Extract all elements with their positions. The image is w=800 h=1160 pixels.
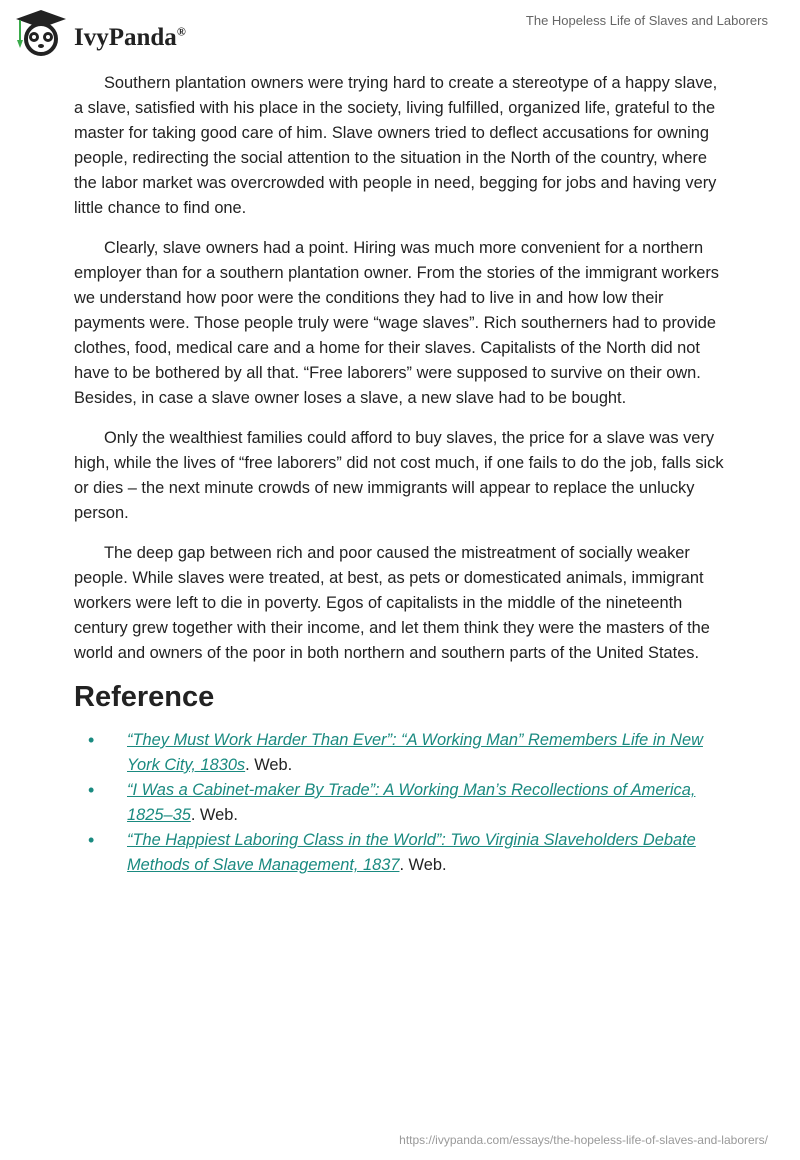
paragraph: Clearly, slave owners had a point. Hiring was much more convenient for a northern employer than for a southern plantation owner. From the stories of the immigrant workers we understand how poor were the conditions they had to live in and how low their payments were. Those people truly were “wage slaves”. Rich southerners had to provide clothes, food, medical care and a home for their slaves. Capitalists of the North did not have to be bothered by all that. “Free laborers” were supposed to survive on their own. Besides, in case a slave owner loses a slave, a new slave had to be bought. bbox=[74, 239, 719, 407]
reference-link[interactable]: “I Was a Cabinet-maker By Trade”: A Working Man’s Recollections of America, 1825–35 bbox=[127, 781, 696, 824]
paragraph: The deep gap between rich and poor caused the mistreatment of socially weaker people. While slaves were treated, at best, as pets or domesticated animals, immigrant workers were left to die in poverty. Egos of capitalists in the middle of the nineteenth century grew together with their income, and let them think they were the masters of the world and owners of the poor in both northern and southern parts of the United States. bbox=[74, 544, 710, 662]
reference-link[interactable]: “The Happiest Laboring Class in the World”: Two Virginia Slaveholders Debate Methods of Slave Management, 1837 bbox=[127, 831, 696, 874]
footer-url[interactable]: https://ivypanda.com/essays/the-hopeless-life-of-slaves-and-laborers/ bbox=[399, 1133, 768, 1147]
reference-list bbox=[74, 728, 728, 878]
reference-link[interactable]: “They Must Work Harder Than Ever”: “A Working Man” Remembers Life in New York City, 1830s bbox=[127, 731, 703, 774]
reference-suffix: . Web. bbox=[399, 856, 447, 874]
paragraph: Only the wealthiest families could afford to buy slaves, the price for a slave was very high, while the lives of “free laborers” did not cost much, if one fails to do the job, falls sick or dies – the next minute crowds of new immigrants will appear to replace the unlucky person. bbox=[74, 429, 724, 522]
bullet-icon: • bbox=[88, 730, 95, 750]
reference-suffix: . Web. bbox=[190, 806, 238, 824]
bullet-icon: • bbox=[88, 780, 95, 800]
ivypanda-logo[interactable] bbox=[12, 8, 186, 61]
panda-logo-icon bbox=[12, 8, 70, 61]
reference-item bbox=[74, 778, 728, 828]
reference-suffix: . Web. bbox=[245, 756, 293, 774]
reference-item bbox=[74, 728, 728, 778]
logo-text: IvyPanda® bbox=[74, 23, 186, 51]
bullet-icon: • bbox=[88, 830, 95, 850]
paragraph: Southern plantation owners were trying hard to create a stereotype of a happy slave, a slave, satisfied with his place in the society, living fulfilled, organized life, grateful to the master for taking good care of him. Slave owners tried to deflect accusations for owning people, redirecting the social attention to the situation in the North of the country, where the labor market was overcrowded with people in need, begging for jobs and having very little chance to find one. bbox=[74, 74, 718, 217]
reference-item bbox=[74, 828, 728, 878]
document-title: The Hopeless Life of Slaves and Laborers bbox=[525, 13, 768, 28]
essay-body bbox=[74, 71, 728, 878]
references-heading: Reference bbox=[74, 681, 215, 713]
